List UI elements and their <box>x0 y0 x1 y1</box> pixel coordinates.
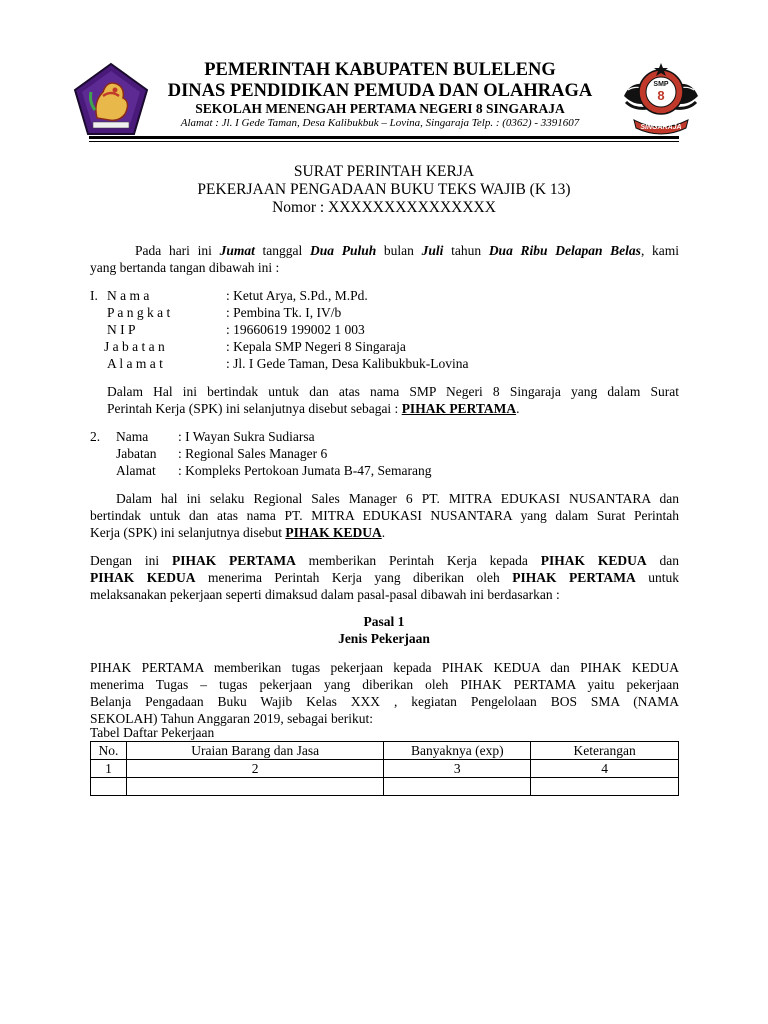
statement-line-3: melaksanakan pekerjaan seperti dimaksud dalam pasal-pasal dibawah ini berdasarkan : <box>90 587 560 602</box>
document-number: Nomor : XXXXXXXXXXXXXXX <box>272 199 496 216</box>
party2-label-address: Alamat <box>116 463 156 478</box>
pasal-1-line-3: Belanja Pengadaan Buku Wajib Kelas XXX , kegiatan Pengelolaan BOS SMA (NAMA <box>90 694 679 709</box>
letterhead-department: DINAS PENDIDIKAN PEMUDA DAN OLAHRAGA <box>167 81 593 101</box>
table-cell: 4 <box>531 760 679 778</box>
pasal-1-line-1: PIHAK PERTAMA memberikan tugas pekerjaan kepada PIHAK KEDUA dan PIHAK KEDUA <box>90 660 679 675</box>
party2-value-name: : I Wayan Sukra Sudiarsa <box>178 429 315 444</box>
emblem-text-top: SMP <box>653 81 669 88</box>
party2-description-line-1: Dalam hal ini selaku Regional Sales Manager 6 PT. MITRA EDUKASI NUSANTARA dan <box>116 491 679 506</box>
table-row <box>91 760 679 778</box>
table-cell <box>531 778 679 796</box>
work-table-header-notes: Keterangan <box>531 742 679 760</box>
statement-line-1: Dengan ini PIHAK PERTAMA memberikan Perintah Kerja kepada PIHAK KEDUA dan <box>90 553 679 568</box>
party1-label-rank: P a n g k a t <box>107 305 171 320</box>
party2-description-line-3: Kerja (SPK) ini selanjutnya disebut PIHAK KEDUA. <box>90 525 386 540</box>
party1-value-position: : Kepala SMP Negeri 8 Singaraja <box>226 339 406 354</box>
document-subtitle: PEKERJAAN PENGADAAN BUKU TEKS WAJIB (K 13) <box>197 181 571 198</box>
party1-label-nip: N I P <box>107 322 136 337</box>
party1-value-rank: : Pembina Tk. I, IV/b <box>226 305 342 320</box>
party1-label-position: J a b a t a n <box>104 339 165 354</box>
table-cell <box>384 778 531 796</box>
work-table-header-description: Uraian Barang dan Jasa <box>126 742 383 760</box>
party2-label-position: Jabatan <box>116 446 157 461</box>
emblem-number: 8 <box>657 88 665 103</box>
statement-line-2: PIHAK KEDUA menerima Perintah Kerja yang diberikan oleh PIHAK PERTAMA untuk <box>90 570 679 585</box>
table-cell: 2 <box>126 760 383 778</box>
document-title: SURAT PERINTAH KERJA <box>293 163 475 180</box>
letterhead-rule-thick <box>89 136 679 139</box>
table-cell: 1 <box>91 760 127 778</box>
letterhead-rule-thin <box>89 141 679 142</box>
party1-number: I. <box>90 288 98 303</box>
party2-description-line-2: bertindak untuk dan atas nama PT. MITRA EDUKASI NUSANTARA yang dalam Surat Perintah <box>90 508 679 523</box>
work-table <box>90 741 679 796</box>
table-cell <box>91 778 127 796</box>
party1-value-name: : Ketut Arya, S.Pd., M.Pd. <box>226 288 368 303</box>
pasal-1-line-4: SEKOLAH) Tahun Anggaran 2019, sebagai berikut: <box>90 711 373 726</box>
party1-value-nip: : 19660619 199002 1 003 <box>226 322 365 337</box>
table-cell <box>126 778 383 796</box>
party1-value-address: : Jl. I Gede Taman, Desa Kalibukbuk-Lovina <box>226 356 469 371</box>
emblem-text-bottom: SINGARAJA <box>640 124 682 131</box>
table-cell: 3 <box>384 760 531 778</box>
party1-label-address: A l a m a t <box>107 356 163 371</box>
letterhead-address: Alamat : Jl. I Gede Taman, Desa Kalibukbuk – Lovina, Singaraja Telp. : (0362) - 3391607 <box>180 117 580 129</box>
smp-8-singaraja-emblem-icon <box>620 62 702 136</box>
party1-label-name: N a m a <box>107 288 150 303</box>
party1-description-line-2: Perintah Kerja (SPK) ini selanjutnya disebut sebagai : PIHAK PERTAMA. <box>107 401 520 416</box>
party1-description-line-1: Dalam Hal ini bertindak untuk dan atas nama SMP Negeri 8 Singaraja yang dalam Surat <box>107 384 679 399</box>
pasal-1-subheading: Jenis Pekerjaan <box>338 631 430 646</box>
pasal-1-line-2: menerima Tugas – tugas pekerjaan yang diberikan oleh PIHAK PERTAMA yaitu pekerjaan <box>90 677 679 692</box>
party2-value-position: : Regional Sales Manager 6 <box>178 446 328 461</box>
work-table-caption: Tabel Daftar Pekerjaan <box>90 725 215 740</box>
party2-value-address: : Kompleks Pertokoan Jumata B-47, Semarang <box>178 463 432 478</box>
work-table-header-quantity: Banyaknya (exp) <box>384 742 531 760</box>
pasal-1-heading: Pasal 1 <box>363 614 405 629</box>
table-row <box>91 778 679 796</box>
letterhead-school: SEKOLAH MENENGAH PERTAMA NEGERI 8 SINGARAJA <box>195 101 565 116</box>
opening-line-1: Pada hari ini Jumat tanggal Dua Puluh bulan Juli tahun Dua Ribu Delapan Belas, kami <box>135 243 680 258</box>
work-table-header-no: No. <box>91 742 127 760</box>
party2-label-name: Nama <box>116 429 149 444</box>
letterhead-government: PEMERINTAH KABUPATEN BULELENG <box>204 60 556 80</box>
opening-line-2: yang bertanda tangan dibawah ini : <box>90 260 280 275</box>
party2-number: 2. <box>90 429 101 444</box>
work-table-header-row <box>91 742 679 760</box>
